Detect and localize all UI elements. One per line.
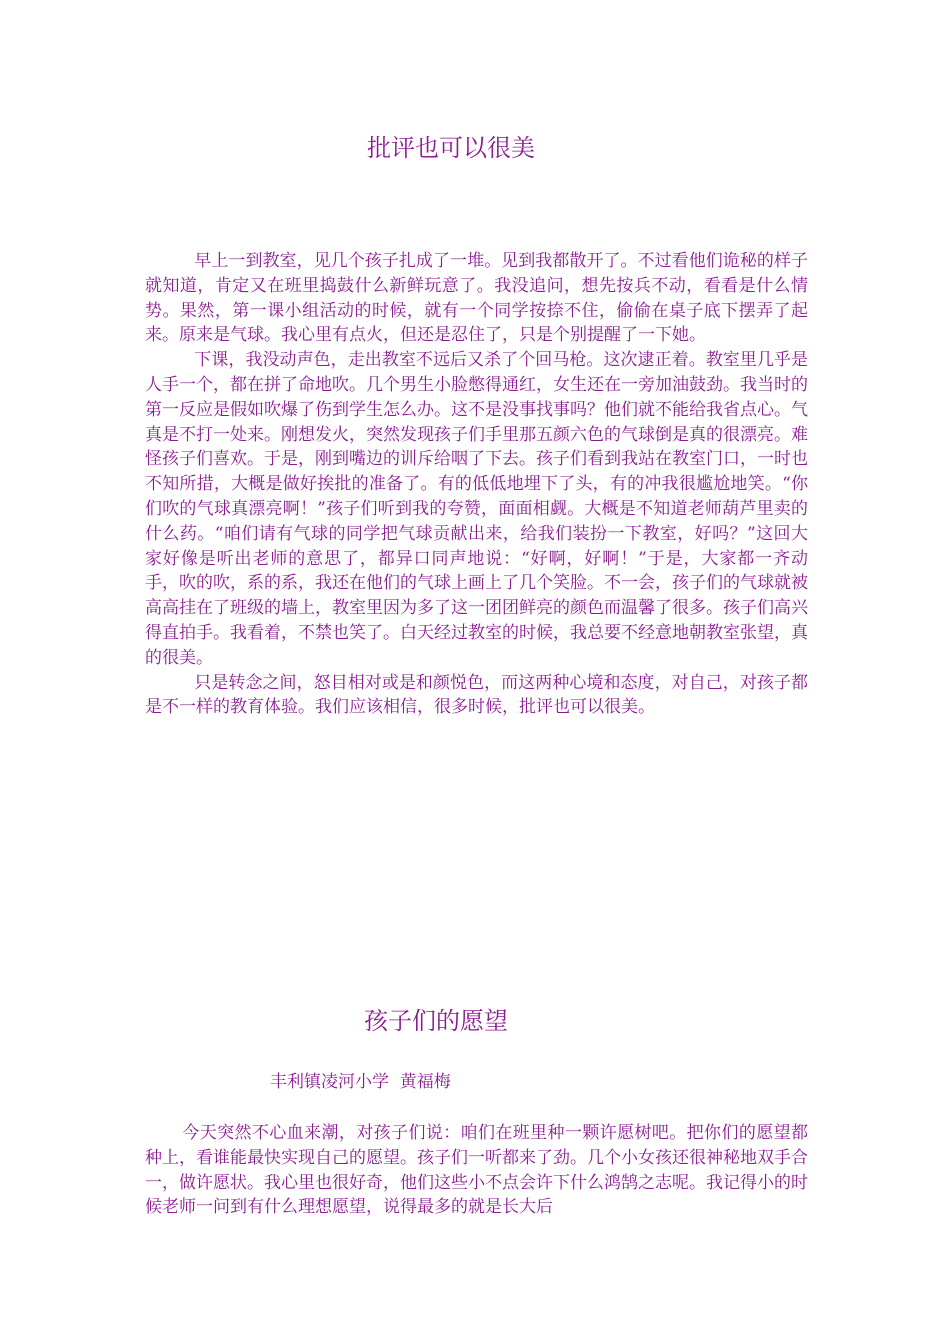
paragraph: 只是转念之间，怒目相对或是和颜悦色，而这两种心境和态度，对自己，对孩子都是不一样的教育体验。我们应该相信，很多时候，批评也可以很美。 [145, 672, 808, 718]
article-body-2 [145, 1121, 808, 1220]
article-body [145, 249, 808, 720]
paragraph: 早上一到教室，见几个孩子扎成了一堆。见到我都散开了。不过看他们诡秘的样子就知道，肯定又在班里捣鼓什么新鲜玩意了。我没追问，想先按兵不动，看看是什么情势。果然，第一课小组活动的时候，就有一个同学按捺不住，偷偷在桌子底下摆弄了起来。原来是气球。我心里有点火，但还是忍住了，只是个别提醒了一下她。 [145, 251, 808, 346]
article-title-2: 孩子们的愿望 [364, 1007, 508, 1035]
article-title: 批评也可以很美 [367, 134, 535, 162]
paragraph: 下课，我没动声色，走出教室不远后又杀了个回马枪。这次逮正着。教室里几乎是人手一个，都在拼了命地吹。几个男生小脸憋得通红，女生还在一旁加油鼓劲。我当时的第一反应是假如吹爆了伤到学生怎么办。这不是没事找事吗？他们就不能给我省点心。气真是不打一处来。刚想发火，突然发现孩子们手里那五颜六色的气球倒是真的很漂亮。难怪孩子们喜欢。于是，刚到嘴边的训斥给咽了下去。孩子们看到我站在教室门口，一时也不知所措，大概是做好挨批的准备了。有的低低地埋下了头，有的冲我很尴尬地笑。“你们吹的气球真漂亮啊！”孩子们听到我的夸赞，面面相觑。大概是不知道老师葫芦里卖的什么药。“咱们请有气球的同学把气球贡献出来，给我们装扮一下教室，好吗？”这回大家好像是听出老师的意思了，都异口同声地说：“好啊，好啊！”于是，大家都一齐动手，吹的吹，系的系，我还在他们的气球上画上了几个笑脸。不一会，孩子们的气球就被高高挂在了班级的墙上，教室里因为多了这一团团鲜亮的颜色而温馨了很多。孩子们高兴得直拍手。我看着，不禁也笑了。白天经过教室的时候，我总要不经意地朝教室张望，真的很美。 [145, 350, 808, 668]
author-line: 丰利镇凌河小学 黄福梅 [270, 1072, 451, 1092]
paragraph: 今天突然不心血来潮，对孩子们说：咱们在班里种一颗许愿树吧。把你们的愿望都种上，看谁能最快实现自己的愿望。孩子们一听都来了劲。几个小女孩还很神秘地双手合一，做许愿状。我心里也很好奇，他们这些小不点会许下什么鸿鹄之志呢。我记得小的时候老师一问到有什么理想愿望，说得最多的就是长大后 [145, 1123, 808, 1218]
